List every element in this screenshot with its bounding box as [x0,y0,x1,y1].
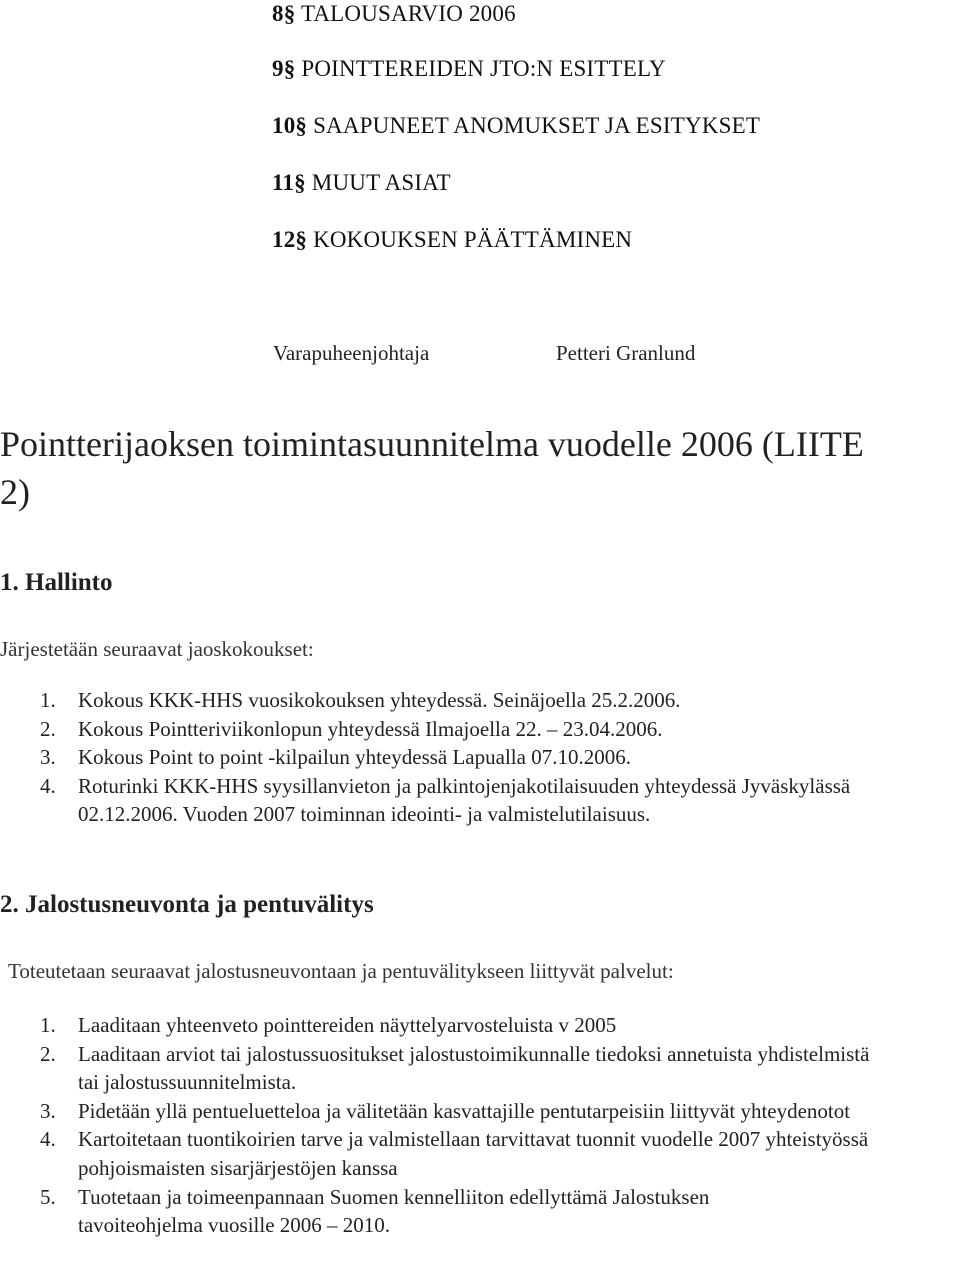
agenda-item-10 [272,112,760,140]
agenda-item-11 [272,169,451,197]
list-text: Kokous Pointteriviikonlopun yhteydessä Ilmajoella 22. – 23.04.2006. [78,716,663,741]
agenda-text: SAAPUNEET ANOMUKSET JA ESITYKSET [313,113,761,138]
list-item [0,772,898,829]
agenda-number: 11§ [272,170,306,195]
list-number: 1. [40,688,56,712]
list-item [0,1183,838,1240]
list-text: Tuotetaan ja toimeenpannaan Suomen kennelliiton edellyttämä Jalostuksen tavoiteohjelma vuosille 2006 – 2010. [78,1184,710,1238]
agenda-item-12 [272,226,632,254]
list-number: 4. [40,1127,56,1152]
agenda-text: KOKOUKSEN PÄÄTTÄMINEN [313,227,633,252]
list-text: Pidetään yllä pentueluetteloa ja välitetään kasvattajille pentutarpeisiin liittyvät yhteydenotot [78,1098,851,1123]
list-item [0,715,900,744]
list-item [0,743,900,772]
list-text: Laaditaan arviot tai jalostussuositukset jalostustoimikunnalle tiedoksi annetuista yhdistelmistä tai jalostussuunnitelmista. [78,1041,870,1095]
agenda-text: POINTTEREIDEN JTO:N ESITTELY [301,56,666,81]
list-text: Kokous KKK-HHS vuosikokouksen yhteydessä. Seinäjoella 25.2.2006. [78,688,681,712]
list-text: Kartoitetaan tuontikoirien tarve ja valmistellaan tarvittavat tuonnit vuodelle 2007 yhteistyössä pohjoismaisten sisarjärjestöjen kanssa [78,1127,869,1180]
section-intro-jalostus: Toteutetaan seuraavat jalostusneuvontaan ja pentuvälitykseen liittyvät palvelut: [8,959,674,983]
list-item [0,686,900,715]
list-text: Laaditaan yhteenveto pointtereiden näyttelyarvosteluista v 2005 [78,1013,617,1037]
agenda-number: 10§ [272,113,308,138]
signature-role: Varapuheenjohtaja [273,341,430,365]
list-number: 4. [40,773,56,798]
list-number: 5. [40,1184,56,1209]
list-number: 3. [40,1098,56,1123]
list-item [0,1097,878,1126]
list-text: Kokous Point to point -kilpailun yhteydessä Lapualla 07.10.2006. [78,745,631,770]
list-number: 2. [40,1041,56,1066]
agenda-text: MUUT ASIAT [311,170,451,195]
list-item [0,1011,900,1040]
list-text: Roturinki KKK-HHS syysillanvieton ja palkintojenjakotilaisuuden yhteydessä Jyväskylässä 02.12.2006. Vuoden 2007 toiminnan ideointi- ja valmistelutilaisuus. [78,773,851,827]
agenda-number: 8§ [272,1,296,26]
agenda-number: 9§ [272,56,296,81]
agenda-number: 12§ [272,227,308,252]
plan-title-line2: 2) [0,472,30,512]
section-heading-jalostus: 2. Jalostusneuvonta ja pentuvälitys [0,891,374,918]
list-number: 1. [40,1013,56,1037]
section-heading-hallinto: 1. Hallinto [0,569,113,596]
section-intro-hallinto: Järjestetään seuraavat jaoskokoukset: [0,637,314,661]
agenda-item-8 [272,0,516,28]
agenda-text: TALOUSARVIO 2006 [300,1,516,26]
plan-title [0,420,960,516]
signature-name: Petteri Granlund [556,341,696,365]
list-item [0,1125,898,1182]
agenda-item-9 [272,55,666,83]
hallinto-list [0,686,900,829]
plan-title-line1: Pointterijaoksen toimintasuunnitelma vuodelle 2006 (LIITE [0,424,864,464]
list-number: 2. [40,716,56,741]
list-number: 3. [40,745,56,770]
jalostus-list [0,1011,900,1240]
list-item [0,1040,878,1097]
